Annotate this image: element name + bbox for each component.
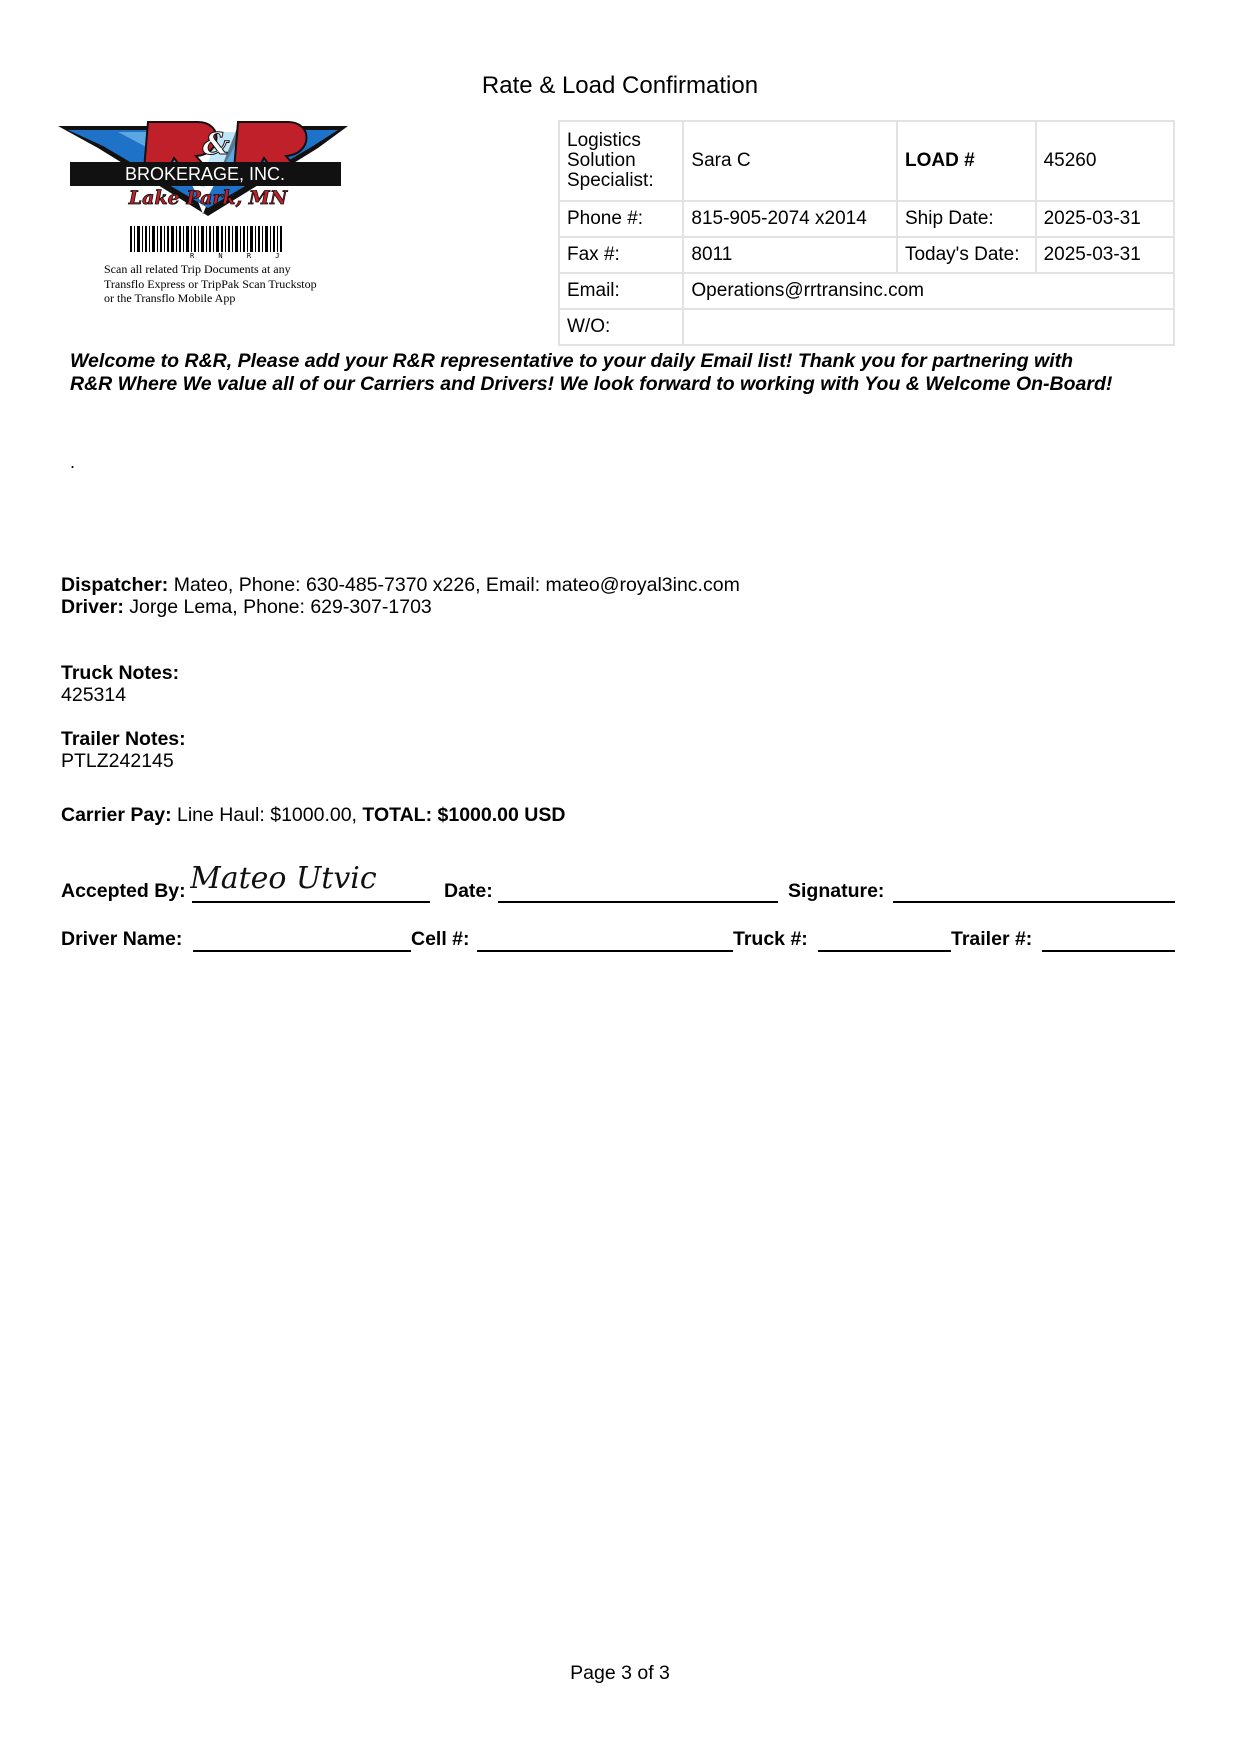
trailer-number-label: Trailer #: [951,928,1033,950]
todays-date-value: 2025-03-31 [1036,237,1174,273]
driver-name-line[interactable] [193,950,411,952]
svg-text:Lake Park, MN: Lake Park, MN [128,187,288,209]
phone-label: Phone #: [559,201,683,237]
wo-label: W/O: [559,309,683,345]
specialist-label: Logistics Solution Specialist: [559,121,683,201]
cell-label: Cell #: [411,928,470,950]
trailer-notes-value: PTLZ242145 [61,750,174,772]
load-label: LOAD # [897,121,1036,201]
wo-value [683,309,1174,345]
fax-value: 8011 [683,237,897,273]
barcode-letters: R N R J [190,252,290,260]
dispatcher-label: Dispatcher: [61,574,169,596]
driver-name-label: Driver Name: [61,928,183,950]
date-line[interactable] [498,901,778,903]
accepted-by-label: Accepted By: [61,880,186,902]
table-row [559,121,1174,201]
dispatcher-value: Mateo, Phone: 630-485-7370 x226, Email: mateo@royal3inc.com [173,574,740,596]
welcome-line: Welcome to R&R, Please add your R&R representative to your daily Email list! Thank you for partnering with [70,350,1074,372]
table-row [559,237,1174,273]
date-label: Date: [444,880,493,902]
signature-text: Mateo Utvic [190,861,377,896]
scan-line: or the Transflo Mobile App [104,291,236,305]
total-value: TOTAL: $1000.00 USD [362,804,566,826]
truck-number-label: Truck #: [733,928,808,950]
company-logo [58,118,353,218]
load-info-table [558,120,1175,346]
table-row [559,309,1174,345]
page-title: Rate & Load Confirmation [481,72,759,99]
load-value: 45260 [1036,121,1174,201]
driver-line [61,596,432,618]
driver-value: Jorge Lema, Phone: 629-307-1703 [129,596,432,618]
logo-company-text: BROKERAGE, INC. [124,164,286,184]
accepted-by-signature [190,858,390,898]
fax-label: Fax #: [559,237,683,273]
svg-text:&: & [202,127,230,162]
todays-date-label: Today's Date: [897,237,1036,273]
truck-number-line[interactable] [818,950,951,952]
carrier-pay-line [61,804,565,826]
welcome-message [70,350,1180,396]
dispatcher-line [61,574,740,596]
scan-instructions [104,262,364,306]
cell-line[interactable] [477,950,733,952]
welcome-line: R&R Where We value all of our Carriers and Drivers! We look forward to working with You & Welcome On-Board! [70,373,1113,395]
phone-value: 815-905-2074 x2014 [683,201,897,237]
trailer-number-line[interactable] [1042,950,1175,952]
table-row [559,273,1174,309]
trailer-notes-label: Trailer Notes: [61,728,186,750]
email-value: Operations@rrtransinc.com [683,273,1174,309]
accepted-by-line[interactable] [192,901,430,903]
email-label: Email: [559,273,683,309]
driver-label: Driver: [61,596,124,618]
stray-dot: . [70,452,76,472]
specialist-value: Sara C [683,121,897,201]
truck-notes-label: Truck Notes: [61,662,180,684]
signature-label: Signature: [788,880,885,902]
ship-date-value: 2025-03-31 [1036,201,1174,237]
scan-line: Transflo Express or TripPak Scan Truckstop [104,276,317,291]
ship-date-label: Ship Date: [897,201,1036,237]
carrier-pay-label: Carrier Pay: [61,804,172,826]
barcode-image [130,226,282,252]
scan-line: Scan all related Trip Documents at any [104,262,291,276]
signature-line[interactable] [893,901,1175,903]
table-row [559,201,1174,237]
line-haul-value: Line Haul: $1000.00, [177,804,357,826]
page-footer: Page 3 of 3 [570,1662,670,1684]
truck-notes-value: 425314 [61,684,127,706]
